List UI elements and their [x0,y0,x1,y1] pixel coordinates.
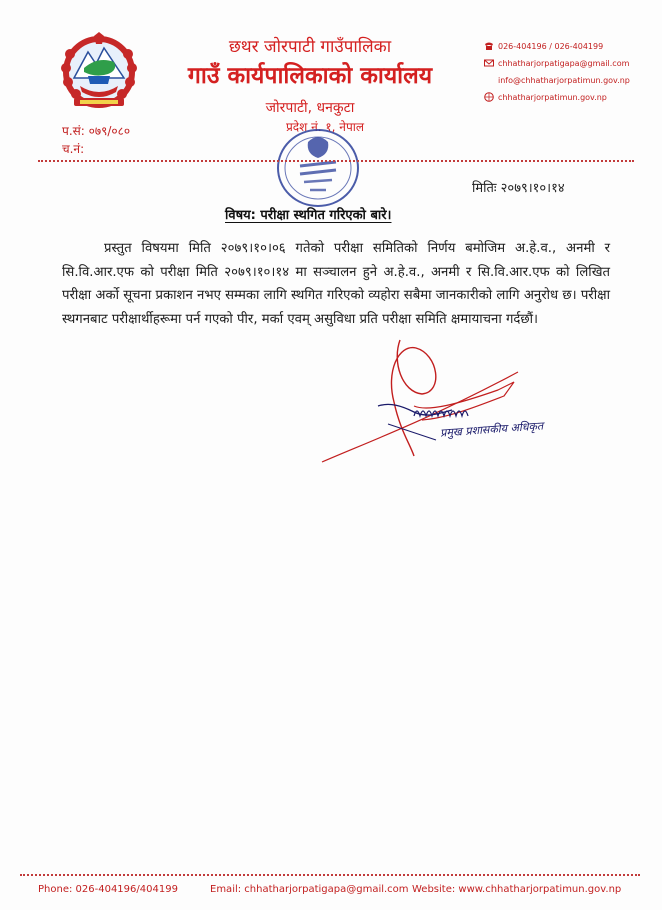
footer-divider [20,874,640,876]
municipality-name: छथर जोरपाटी गाउँपालिका [228,37,392,57]
reference-number: प.सं: ०७९/०८० [62,124,131,138]
letter-subject: विषय: परीक्षा स्थगित गरिएको बारे। [225,208,392,223]
header-divider [38,160,634,162]
contact-block [484,40,654,108]
footer-website[interactable]: Website: www.chhatharjorpatimun.gov.np [412,884,622,895]
office-province: प्रदेश नं. १, नेपाल [285,120,365,134]
footer-email[interactable]: Email: chhatharjorpatigapa@gmail.com [210,884,409,895]
globe-icon [484,92,494,102]
office-title: गाउँ कार्यपालिकाको कार्यालय [187,63,433,89]
letter-body-paragraph: प्रस्तुत विषयमा मिति २०७९।१०।०६ गतेको परीक्षा समितिको निर्णय बमोजिम अ.हे.व., अनमी र सि.वि.आर.एफ को परीक्षा मिति २०७९।१०।१४ मा सञ्चालन हुने अ.हे.व., अनमी र सि.वि.आर.एफ को लिखित परीक्षा अर्को सूचना प्रकाशन नभए सम्मका लागि स्थगित गरिएको व्यहोरा सबैमा जानकारीको लागि अनुरोध छ। परीक्षा स्थगनबाट परीक्षार्थीहरूमा पर्न गएको पीर, मर्का एवम् असुविधा प्रति परीक्षा समिति क्षमायाचना गर्दछौं। [62,241,610,327]
contact-phone: 026-404196 / 026-404199 [484,40,654,52]
dispatch-number: च.नं: [62,142,85,156]
letter-date: मितिः २०७९।१०।१४ [472,181,565,196]
office-address: जोरपाटी, धनकुटा [265,100,355,116]
contact-website[interactable]: chhatharjorpatimun.gov.np [484,91,654,103]
nepal-emblem-icon [58,32,140,110]
signature-icon [318,332,538,468]
email-icon [484,58,494,68]
office-stamp-icon [270,118,366,214]
contact-email-2[interactable]: info@chhatharjorpatimun.gov.np [498,75,630,85]
phone-icon [484,41,494,51]
signatory-title: प्रमुख प्रशासकीय अधिकृत [439,419,544,440]
letter-body [62,237,610,331]
contact-email-1[interactable]: chhatharjorpatigapa@gmail.com [484,57,654,69]
footer-phone: Phone: 026-404196/404199 [38,884,178,895]
